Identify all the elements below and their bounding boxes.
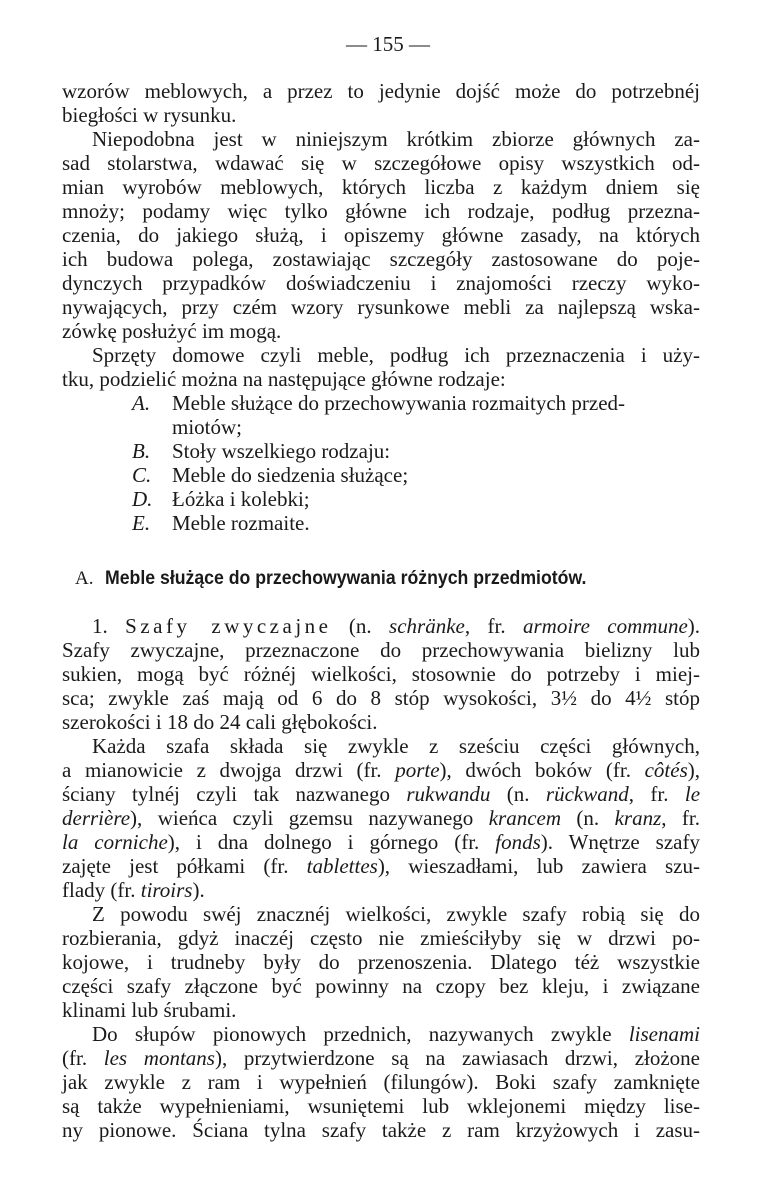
text-line (62, 151, 700, 175)
text-run: ), wieńca czyli gzemsu nazywanego (130, 806, 489, 830)
section-heading-text: Meble służące do przechowywania różnych przedmiotów. (105, 568, 587, 589)
text-run: nywających, przy czém wzory rysunkowe mebli za najlepszą wska- (62, 295, 700, 319)
text-run: zajęte jest półkami (fr. (62, 854, 307, 878)
text-run: rozbierania, gdyż inaczéj często nie zmieściłyby się w drzwi po- (62, 926, 700, 950)
text-line (62, 638, 700, 662)
text-line (62, 974, 700, 998)
text-run: dynczych przypadków doświadczeniu i znajomości rzeczy wyko- (62, 271, 700, 295)
furniture-type-list (62, 391, 700, 535)
text-run: Niepodobna jest w niniejszym krótkim zbiorze głównych za- (92, 127, 700, 151)
text-run: (fr. (62, 1046, 104, 1070)
italic-term: tablettes (306, 854, 378, 878)
text-run: czenia, do jakiego służą, i opiszemy główne zasady, na których (62, 223, 700, 247)
italic-term: armoire commune (523, 614, 688, 638)
italic-term: tiroirs (140, 878, 193, 902)
text-line (62, 734, 700, 758)
italic-term: rukwandu (406, 782, 491, 806)
italic-term: schränke (389, 614, 465, 638)
text-run: (n. (490, 782, 546, 806)
text-run: (n. (561, 806, 615, 830)
list-item-label: B. (132, 439, 151, 463)
text-run: jak zwykle z ram i wypełnień (filungów). Boki szafy zamknięte (62, 1070, 700, 1094)
section-paragraphs (62, 614, 700, 1142)
text-line (62, 1046, 700, 1070)
text-run: , fr. (628, 782, 685, 806)
text-line (62, 614, 700, 638)
text-line (62, 367, 700, 391)
section-heading (62, 567, 700, 591)
list-item-label: E. (132, 511, 151, 535)
italic-term: porte (395, 758, 440, 782)
text-line (62, 319, 700, 343)
text-line (62, 271, 700, 295)
list-item-label: D. (132, 487, 153, 511)
list-item-text: Łóżka i kolebki; (172, 487, 310, 511)
text-line (62, 199, 700, 223)
text-run: zówkę posłużyć im mogą. (62, 319, 282, 343)
list-item (132, 439, 700, 463)
list-item-text: Meble służące do przechowywania rozmaitych przed- (172, 391, 626, 415)
text-line (62, 79, 700, 103)
paragraph (62, 79, 700, 127)
intro-paragraphs (62, 79, 700, 391)
text-run: Z powodu swéj znacznéj wielkości, zwykle szafy robią się do (92, 902, 700, 926)
text-run: ), przytwierdzone są na zawiasach drzwi, złożone (214, 1046, 700, 1070)
text-line (62, 782, 700, 806)
text-run: kojowe, i trudneby były do przenoszenia. Dlatego téż wszystkie (62, 950, 700, 974)
page-number: — 155 — (346, 32, 430, 56)
text-run: szerokości i 18 do 24 cali głębokości. (62, 710, 378, 734)
page-body (62, 79, 700, 1142)
text-line (62, 1118, 700, 1142)
text-run: sca; zwykle zaś mają od 6 do 8 stóp wysokości, 3½ do 4½ stóp (62, 686, 700, 710)
text-line (62, 223, 700, 247)
text-line (62, 878, 700, 902)
text-run: mian wyrobów meblowych, których liczba z każdym dniem się (62, 175, 700, 199)
text-line (62, 662, 700, 686)
text-run: Sprzęty domowe czyli meble, podług ich przeznaczenia i uży- (92, 343, 700, 367)
text-run: (n. (331, 614, 390, 638)
text-run: ), wieszadłami, lub zawiera szu- (377, 854, 700, 878)
text-run: Do słupów pionowych przednich, nazywanych zwykle (92, 1022, 629, 1046)
italic-term: la corniche (62, 830, 168, 854)
paragraph (62, 127, 700, 343)
text-line (62, 902, 700, 926)
text-run: sad stolarstwa, wdawać się w szczegółowe opisy wszystkich od- (62, 151, 700, 175)
text-line (62, 295, 700, 319)
section-heading-label: A. (75, 568, 94, 589)
list-item (132, 391, 700, 439)
italic-term: le (684, 782, 701, 806)
text-run: ). (192, 878, 205, 902)
list-item-label: A. (132, 391, 151, 415)
text-line (62, 854, 700, 878)
list-item-text: Meble rozmaite. (172, 511, 310, 535)
list-item (132, 463, 700, 487)
text-run: flady (fr. (62, 878, 141, 902)
text-line (62, 758, 700, 782)
list-item (132, 511, 700, 535)
spaced-title: Szafy zwyczajne (125, 614, 332, 638)
text-run: 1. (92, 614, 126, 638)
text-run: są także wypełnieniami, wsuniętemi lub wklejonemi między lise- (62, 1094, 700, 1118)
italic-term: côtés (644, 758, 688, 782)
text-run: mnoży; podamy więc tylko główne ich rodzaje, podług przezna- (62, 199, 700, 223)
text-run: tku, podzielić można na następujące główne rodzaje: (62, 367, 506, 391)
list-item-text: Meble do siedzenia służące; (172, 463, 409, 487)
paragraph (62, 734, 700, 902)
text-run: ), (687, 758, 700, 782)
text-line (62, 806, 700, 830)
text-line (62, 1070, 700, 1094)
paragraph (62, 902, 700, 1022)
text-run: części szafy złączone być powinny na czopy bez kleju, i związane (62, 974, 700, 998)
list-item-label: C. (132, 463, 152, 487)
text-line (62, 343, 700, 367)
text-run: ny pionowe. Ściana tylna szafy także z ram krzyżowych i zasu- (62, 1118, 700, 1142)
italic-term: derrière (62, 806, 131, 830)
text-line (62, 127, 700, 151)
text-run: sukien, mogą być różnéj wielkości, stosownie do potrzeby i miej- (62, 662, 700, 686)
text-run: biegłości w rysunku. (62, 103, 237, 127)
italic-term: kranz (614, 806, 662, 830)
text-line (62, 175, 700, 199)
text-line (62, 926, 700, 950)
italic-term: fonds (495, 830, 541, 854)
text-run: , fr. (661, 806, 700, 830)
text-line (62, 1094, 700, 1118)
text-line (62, 1022, 700, 1046)
text-run: klinami lub śrubami. (62, 998, 237, 1022)
text-line (62, 103, 700, 127)
italic-term: les montans (103, 1046, 215, 1070)
list-item-text: miotów; (172, 415, 243, 439)
list-item-text: Stoły wszelkiego rodzaju: (172, 439, 391, 463)
text-line (62, 247, 700, 271)
text-run: ), dwóch boków (fr. (439, 758, 645, 782)
text-run: ). (687, 614, 701, 638)
text-run: a mianowicie z dwojga drzwi (fr. (62, 758, 396, 782)
text-run: Każda szafa składa się zwykle z sześciu części głównych, (92, 734, 700, 758)
text-run: ), i dna dolnego i górnego (fr. (167, 830, 496, 854)
text-line (62, 710, 700, 734)
paragraph (62, 343, 700, 391)
text-run: , fr. (464, 614, 523, 638)
italic-term: rückwand (545, 782, 629, 806)
text-line (62, 998, 700, 1022)
italic-term: lisenami (628, 1022, 700, 1046)
list-item (132, 487, 700, 511)
text-run: ściany tylnéj czyli tak nazwanego (62, 782, 407, 806)
text-line (62, 830, 700, 854)
text-run: ich budowa polega, zostawiając szczegóły zastosowane do poje- (62, 247, 700, 271)
italic-term: krancem (488, 806, 562, 830)
paragraph (62, 1022, 700, 1142)
paragraph (62, 614, 700, 734)
text-run: Szafy zwyczajne, przeznaczone do przechowywania bielizny lub (62, 638, 700, 662)
text-run: wzorów meblowych, a przez to jedynie dojść może do potrzebnéj (62, 79, 700, 103)
text-run: ). Wnętrze szafy (540, 830, 700, 854)
text-line (62, 686, 700, 710)
text-line (62, 950, 700, 974)
